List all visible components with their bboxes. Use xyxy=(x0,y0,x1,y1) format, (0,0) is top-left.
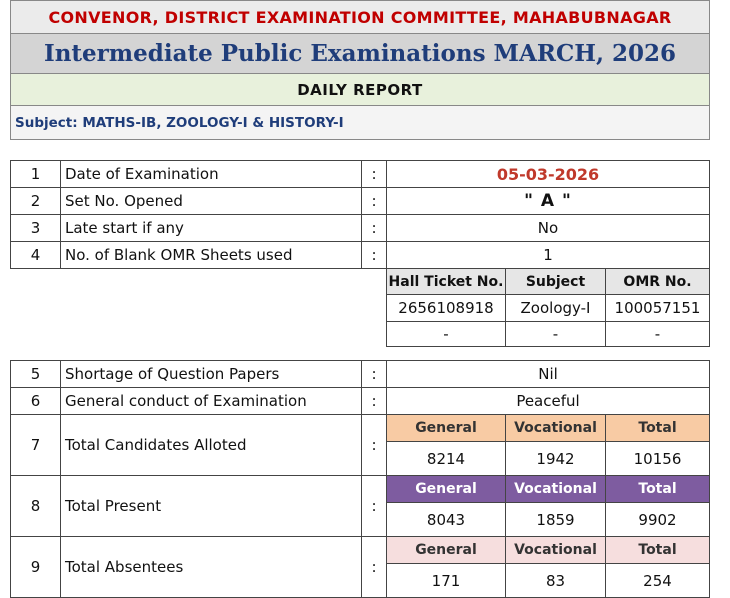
colon: : xyxy=(361,414,387,476)
shortage-value: Nil xyxy=(386,360,710,388)
absentees-vocational: 83 xyxy=(505,563,606,598)
alloted-header-total: Total xyxy=(605,414,710,442)
omr-cell-omr-no: - xyxy=(605,321,710,347)
omr-header-omr-no: OMR No. xyxy=(605,268,710,295)
present-general: 8043 xyxy=(386,502,506,537)
alloted-header-general: General xyxy=(386,414,506,442)
present-vocational: 1859 xyxy=(505,502,606,537)
omr-cell-hall-ticket: - xyxy=(386,321,506,347)
row-label: General conduct of Examination xyxy=(60,387,362,415)
row-number: 1 xyxy=(10,160,61,188)
colon: : xyxy=(361,160,387,188)
row-number: 6 xyxy=(10,387,61,415)
alloted-general: 8214 xyxy=(386,441,506,476)
row-number: 3 xyxy=(10,214,61,242)
row-label: Total Absentees xyxy=(60,536,362,598)
colon: : xyxy=(361,536,387,598)
row-number: 4 xyxy=(10,241,61,269)
absentees-header-total: Total xyxy=(605,536,710,564)
row-label: Total Candidates Alloted xyxy=(60,414,362,476)
absentees-total: 254 xyxy=(605,563,710,598)
absentees-header-vocational: Vocational xyxy=(505,536,606,564)
row-number: 2 xyxy=(10,187,61,215)
colon: : xyxy=(361,214,387,242)
alloted-total: 10156 xyxy=(605,441,710,476)
set-number: " A " xyxy=(386,187,710,215)
present-header-total: Total xyxy=(605,475,710,503)
present-header-vocational: Vocational xyxy=(505,475,606,503)
omr-header-hall-ticket: Hall Ticket No. xyxy=(386,268,506,295)
row-label: Total Present xyxy=(60,475,362,537)
absentees-header-general: General xyxy=(386,536,506,564)
exam-title: Intermediate Public Examinations MARCH, 2026 xyxy=(10,34,710,74)
omr-header-subject: Subject xyxy=(505,268,606,295)
omr-cell-omr-no: 100057151 xyxy=(605,294,710,322)
convenor-title: CONVENOR, DISTRICT EXAMINATION COMMITTEE, MAHABUBNAGAR xyxy=(10,0,710,34)
colon: : xyxy=(361,187,387,215)
present-total: 9902 xyxy=(605,502,710,537)
blank-omr-count: 1 xyxy=(386,241,710,269)
omr-cell-hall-ticket: 2656108918 xyxy=(386,294,506,322)
colon: : xyxy=(361,360,387,388)
subject-line: Subject: MATHS-IB, ZOOLOGY-I & HISTORY-I xyxy=(10,106,710,140)
row-number: 9 xyxy=(10,536,61,598)
colon: : xyxy=(361,387,387,415)
row-number: 8 xyxy=(10,475,61,537)
row-number: 5 xyxy=(10,360,61,388)
absentees-general: 171 xyxy=(386,563,506,598)
alloted-header-vocational: Vocational xyxy=(505,414,606,442)
present-header-general: General xyxy=(386,475,506,503)
report-title: DAILY REPORT xyxy=(10,74,710,106)
colon: : xyxy=(361,241,387,269)
exam-date: 05-03-2026 xyxy=(386,160,710,188)
row-label: Date of Examination xyxy=(60,160,362,188)
row-label: Set No. Opened xyxy=(60,187,362,215)
conduct-value: Peaceful xyxy=(386,387,710,415)
alloted-vocational: 1942 xyxy=(505,441,606,476)
omr-cell-subject: - xyxy=(505,321,606,347)
row-label: No. of Blank OMR Sheets used xyxy=(60,241,362,269)
late-start-value: No xyxy=(386,214,710,242)
omr-cell-subject: Zoology-I xyxy=(505,294,606,322)
row-label: Late start if any xyxy=(60,214,362,242)
colon: : xyxy=(361,475,387,537)
row-label: Shortage of Question Papers xyxy=(60,360,362,388)
row-number: 7 xyxy=(10,414,61,476)
